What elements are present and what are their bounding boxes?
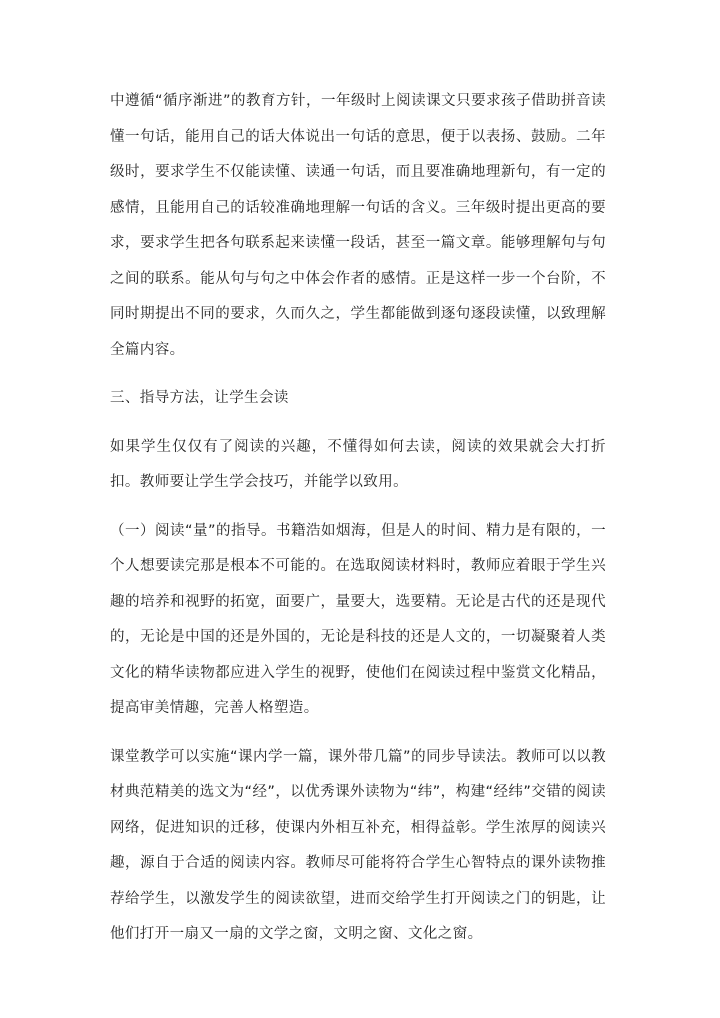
paragraph-reading-skills: 如果学生仅仅有了阅读的兴趣，不懂得如何去读，阅读的效果就会大打折扣。教师要让学生学会技巧，并能学以致用。 <box>110 438 606 490</box>
paragraph-gap <box>110 417 606 430</box>
paragraph-gap <box>110 727 606 740</box>
paragraph-reading-progression: 中遵循“循序渐进”的教育方针，一年级时上阅读课文只要求孩子借助拼音读懂一句话，能用自己的话大体说出一句话的意思，便于以表扬、鼓励。二年级时，要求学生不仅能读懂、读通一句话，而且要准确地理新句，有一定的感情，且能用自己的话较准确地理解一句话的含义。三年级时提出更高的要求，要求学生把各句联系起来读懂一段话，甚至一篇文章。能够理解句与句之间的联系。能从句与句之中体会作者的感情。正是这样一步一个台阶，不同时期提出不同的要求，久而久之，学生都能做到逐句逐段读懂，以致理解全篇内容。 <box>110 93 606 358</box>
paragraph-reading-quantity: （一）阅读“量”的指导。书籍浩如烟海，但是人的时间、精力是有限的，一个人想要读完那是根本不可能的。在选取阅读材料时，教师应着眼于学生兴趣的培养和视野的拓宽，面要广，量要大，选要精。无论是古代的还是现代的，无论是中国的还是外国的，无论是科技的还是人文的，一切凝聚着人类文化的精华读物都应进入学生的视野，使他们在阅读过程中鉴赏文化精品，提高审美情趣，完善人格塑造。 <box>110 522 606 716</box>
section-heading-guidance-methods: 三、指导方法，让学生会读 <box>110 390 289 406</box>
paragraph-classroom-guided-reading: 课堂教学可以实施“课内学一篇，课外带几篇”的同步导读法。教师可以以教材典范精美的选文为“经”，以优秀课外读物为“纬”，构建“经纬”交错的阅读网络，促进知识的迁移，使课内外相互补充，相得益彰。学生浓厚的阅读兴趣，源自于合适的阅读内容。教师尽可能将符合学生心智特点的课外读物推荐给学生，以激发学生的阅读欲望，进而交给学生打开阅读之门的钥匙，让他们打开一扇又一扇的文学之窗，文明之窗、文化之窗。 <box>110 748 606 942</box>
document-body <box>110 84 606 953</box>
paragraph-gap <box>110 368 606 381</box>
paragraph-gap <box>110 501 606 514</box>
